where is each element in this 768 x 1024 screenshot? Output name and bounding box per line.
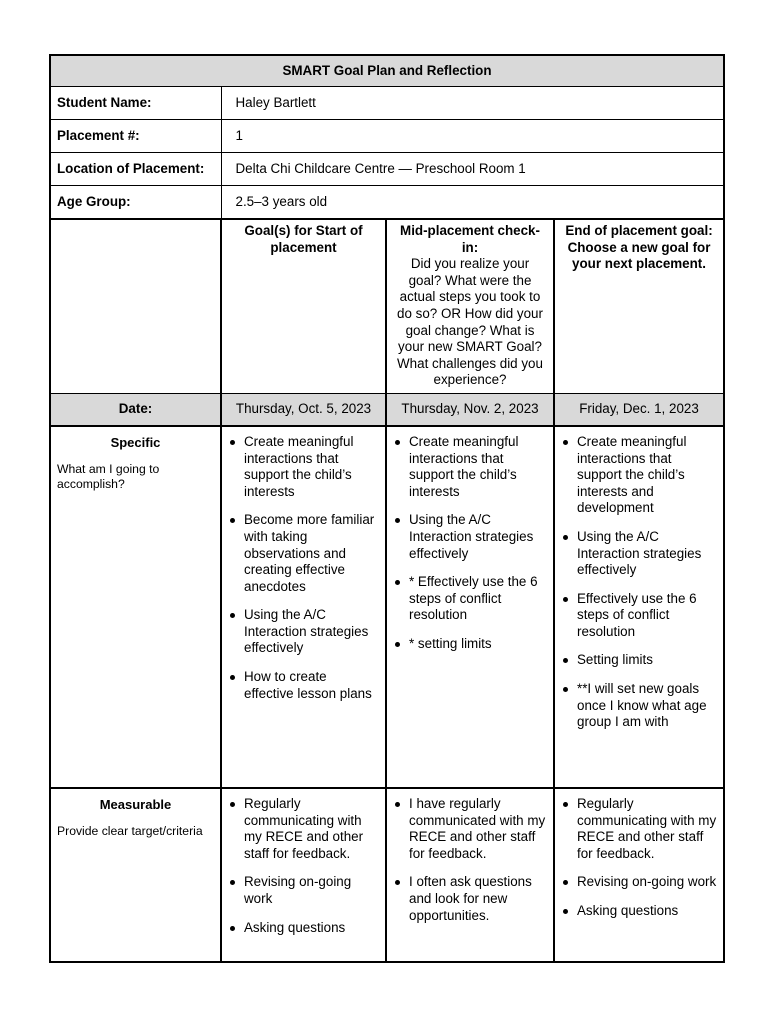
form-title: SMART Goal Plan and Reflection (50, 55, 724, 87)
date-label: Date: (50, 393, 221, 426)
specific-row (50, 426, 724, 788)
mid-checkin-header (386, 219, 554, 393)
list-item: Become more familiar with taking observations and creating effective anecdotes (228, 512, 379, 595)
date-start: Thursday, Oct. 5, 2023 (221, 393, 386, 426)
specific-title: Specific (110, 434, 161, 450)
list-item: Revising on-going work (561, 874, 717, 891)
info-row (50, 120, 724, 153)
measurable-mid-list (387, 789, 553, 924)
list-item: Using the A/C Interaction strategies effectively (561, 529, 717, 579)
list-item: Using the A/C Interaction strategies effectively (228, 607, 379, 657)
date-end: Friday, Dec. 1, 2023 (554, 393, 724, 426)
mid-checkin-header-title: Mid-placement check-in: (400, 223, 540, 255)
list-item: Regularly communicating with my RECE and other staff for feedback. (561, 796, 717, 862)
list-item: Create meaningful interactions that support the child’s interests (393, 434, 547, 500)
blank-header-cell (50, 219, 221, 393)
measurable-title: Measurable (99, 796, 172, 812)
start-goal-header (221, 219, 386, 393)
list-item: Asking questions (228, 920, 379, 937)
list-item: Effectively use the 6 steps of conflict resolution (561, 591, 717, 641)
mid-checkin-header-prompt: Did you realize your goal? What were the actual steps you took to do so? OR How did your goal change? What is your new SMART Goal? What challenges did you experience? (397, 256, 543, 388)
location-value: Delta Chi Childcare Centre — Preschool Room 1 (221, 153, 724, 186)
age-group-value: 2.5–3 years old (221, 186, 724, 220)
specific-end-cell (554, 426, 724, 788)
specific-end-list (555, 427, 723, 731)
info-row (50, 186, 724, 220)
measurable-start-cell (221, 788, 386, 962)
end-goal-header (554, 219, 724, 393)
measurable-end-list (555, 789, 723, 920)
list-item: Using the A/C Interaction strategies effectively (393, 512, 547, 562)
measurable-start-list (222, 789, 385, 936)
specific-mid-cell (386, 426, 554, 788)
placement-number-value: 1 (221, 120, 724, 153)
end-goal-header-title: End of placement goal: Choose a new goal for your next placement. (565, 223, 713, 272)
location-label: Location of Placement: (50, 153, 221, 186)
specific-mid-list (387, 427, 553, 653)
measurable-description: Provide clear target/criteria (57, 823, 203, 838)
smart-goal-table (49, 54, 725, 963)
list-item: Regularly communicating with my RECE and other staff for feedback. (228, 796, 379, 862)
list-item: Asking questions (561, 903, 717, 920)
list-item: How to create effective lesson plans (228, 669, 379, 702)
list-item: * Effectively use the 6 steps of conflict resolution (393, 574, 547, 624)
list-item: Create meaningful interactions that support the child’s interests and development (561, 434, 717, 517)
info-row (50, 87, 724, 120)
specific-start-list (222, 427, 385, 702)
measurable-criterion-cell (50, 788, 221, 962)
start-goal-header-title: Goal(s) for Start of placement (244, 223, 363, 255)
specific-description: What am I going to accomplish? (57, 461, 160, 491)
date-mid: Thursday, Nov. 2, 2023 (386, 393, 554, 426)
placement-number-label: Placement #: (50, 120, 221, 153)
student-name-label: Student Name: (50, 87, 221, 120)
list-item: Setting limits (561, 652, 717, 669)
measurable-mid-cell (386, 788, 554, 962)
list-item: Create meaningful interactions that support the child’s interests (228, 434, 379, 500)
list-item: I often ask questions and look for new opportunities. (393, 874, 547, 924)
title-row (50, 55, 724, 87)
column-header-row (50, 219, 724, 393)
specific-criterion-cell (50, 426, 221, 788)
list-item: * setting limits (393, 636, 547, 653)
measurable-end-cell (554, 788, 724, 962)
info-row (50, 153, 724, 186)
student-name-value: Haley Bartlett (221, 87, 724, 120)
list-item: I have regularly communicated with my RECE and other staff for feedback. (393, 796, 547, 862)
list-item: **I will set new goals once I know what age group I am with (561, 681, 717, 731)
specific-start-cell (221, 426, 386, 788)
list-item: Revising on-going work (228, 874, 379, 907)
date-row (50, 393, 724, 426)
measurable-row (50, 788, 724, 962)
age-group-label: Age Group: (50, 186, 221, 220)
